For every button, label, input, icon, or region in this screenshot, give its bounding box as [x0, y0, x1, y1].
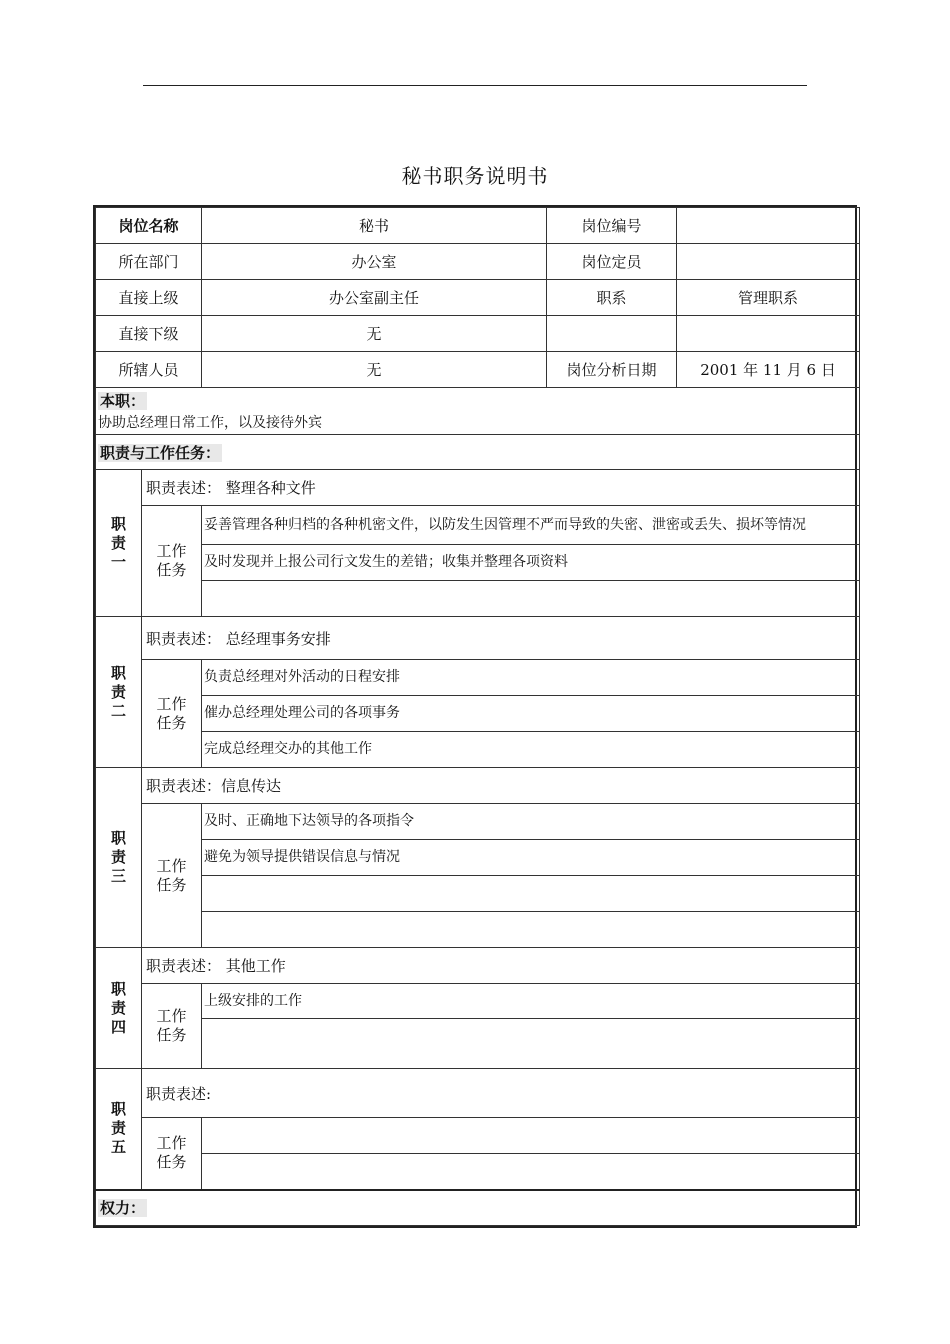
- duty-title: 职 责 一: [96, 470, 142, 617]
- info-value: 办公室: [202, 244, 547, 280]
- duty-title: 职 责 二: [96, 617, 142, 768]
- info-label: 直接上级: [96, 280, 202, 316]
- task-text: 及时、正确地下达领导的各项指令: [202, 804, 860, 840]
- duty-title: 职 责 三: [96, 768, 142, 948]
- task-label: 工作 任务: [142, 984, 202, 1069]
- info-value: 无: [202, 316, 547, 352]
- task-label: 工作 任务: [142, 660, 202, 768]
- duties-header: 职责与工作任务：: [100, 443, 221, 462]
- info-value: [677, 208, 860, 244]
- duty-title: 职 责 四: [96, 948, 142, 1069]
- duty-title: 职 责 五: [96, 1069, 142, 1190]
- duty-desc: 职责表述：信息传达: [142, 768, 860, 804]
- info-row: [96, 208, 860, 244]
- task-text: 催办总经理处理公司的各项事务: [202, 696, 860, 732]
- duty-desc-row: [96, 1069, 860, 1118]
- task-text: 负责总经理对外活动的日程安排: [202, 660, 860, 696]
- info-value: 无: [202, 352, 547, 388]
- duties-header-cell: [96, 435, 860, 470]
- task-row: [96, 1154, 860, 1190]
- task-text: 妥善管理各种归档的各种机密文件，以防发生因管理不严而导致的失密、泄密或丢失、损坏等情况: [202, 506, 860, 545]
- task-row: [96, 696, 860, 732]
- info-row: [96, 244, 860, 280]
- task-row: [96, 912, 860, 948]
- info-row: [96, 280, 860, 316]
- task-text: [202, 1019, 860, 1069]
- benzhi-cell: [96, 388, 860, 435]
- task-text: [202, 912, 860, 948]
- duty-desc-row: [96, 768, 860, 804]
- task-row: [96, 545, 860, 581]
- duties-header-row: [96, 435, 860, 470]
- task-row: [96, 804, 860, 840]
- info-value: 办公室副主任: [202, 280, 547, 316]
- task-row: [96, 506, 860, 545]
- quanli-label: 权力：: [100, 1199, 146, 1217]
- task-label: 工作 任务: [142, 506, 202, 617]
- task-row: [96, 581, 860, 617]
- job-description-table: [93, 205, 857, 1228]
- task-label: 工作 任务: [142, 804, 202, 948]
- info-label: 岗位分析日期: [547, 352, 677, 388]
- header-rule: [143, 85, 807, 86]
- task-text: 上级安排的工作: [202, 984, 860, 1019]
- task-text: [202, 876, 860, 912]
- info-label: 职系: [547, 280, 677, 316]
- task-text: [202, 1118, 860, 1154]
- info-label: 岗位定员: [547, 244, 677, 280]
- info-label: 直接下级: [96, 316, 202, 352]
- info-row: [96, 316, 860, 352]
- duty-desc: 职责表述:: [142, 1069, 860, 1118]
- info-label: 岗位编号: [547, 208, 677, 244]
- duty-desc: 职责表述： 总经理事务安排: [142, 617, 860, 660]
- benzhi-label: 本职：: [100, 392, 146, 410]
- task-row: [96, 1019, 860, 1069]
- duty-desc-row: [96, 470, 860, 506]
- task-label: 工作 任务: [142, 1118, 202, 1190]
- benzhi-text: 协助总经理日常工作，以及接待外宾: [98, 415, 322, 431]
- task-text: 完成总经理交办的其他工作: [202, 732, 860, 768]
- task-text: [202, 1154, 860, 1190]
- duty-desc-row: [96, 617, 860, 660]
- info-row: [96, 352, 860, 388]
- info-value: 秘书: [202, 208, 547, 244]
- info-value: [677, 316, 860, 352]
- duty-desc-row: [96, 948, 860, 984]
- task-row: [96, 1118, 860, 1154]
- info-label: [547, 316, 677, 352]
- duty-desc: 职责表述： 整理各种文件: [142, 470, 860, 506]
- task-text: 避免为领导提供错误信息与情况: [202, 840, 860, 876]
- info-value: 2001 年 11 月 6 日: [677, 352, 860, 388]
- task-row: [96, 840, 860, 876]
- task-row: [96, 876, 860, 912]
- quanli-row: [96, 1190, 860, 1226]
- task-row: [96, 984, 860, 1019]
- document-title: 秘书职务说明书: [401, 164, 549, 188]
- info-label: 岗位名称: [96, 208, 202, 244]
- task-text: [202, 581, 860, 617]
- info-value: [677, 244, 860, 280]
- task-row: [96, 732, 860, 768]
- info-label: 所辖人员: [96, 352, 202, 388]
- task-row: [96, 660, 860, 696]
- task-text: 及时发现并上报公司行文发生的差错；收集并整理各项资料: [202, 545, 860, 581]
- benzhi-row: [96, 388, 860, 435]
- duty-desc: 职责表述： 其他工作: [142, 948, 860, 984]
- quanli-cell: [96, 1190, 860, 1226]
- info-label: 所在部门: [96, 244, 202, 280]
- info-value: 管理职系: [677, 280, 860, 316]
